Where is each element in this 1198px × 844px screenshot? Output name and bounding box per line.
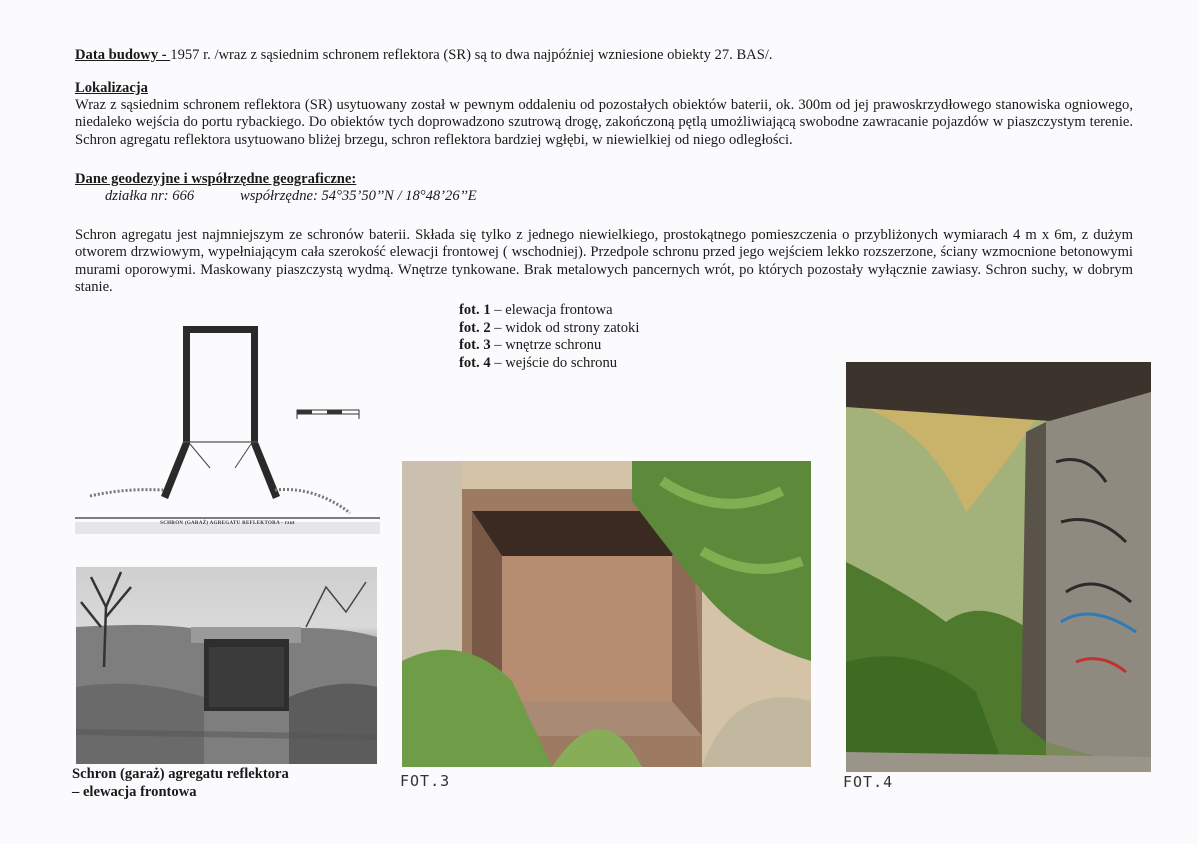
photo-front-elevation-svg <box>76 567 377 764</box>
photo-interior <box>402 461 811 767</box>
caption-bw-line1: Schron (garaż) agregatu reflektora <box>72 766 289 782</box>
plan-caption: SCHRON (GARAŻ) AGREGATU REFLEKTORA - rzut <box>160 521 295 526</box>
parcel-number: działka nr: 666 <box>105 188 195 204</box>
photo-list-item: fot. 1 – elewacja frontowa <box>459 302 613 318</box>
build-date-line <box>75 47 773 64</box>
photo-list-item: fot. 2 – widok od strony zatoki <box>459 319 640 336</box>
build-date-text: 1957 r. /wraz z sąsiednim schronem reflektora (SR) są to dwa najpóźniej wzniesione obiekty 27. BAS/. <box>170 47 773 63</box>
photo-list <box>459 302 639 372</box>
label-fot3: FOT.3 <box>400 772 451 790</box>
build-date-label: Data budowy - <box>75 47 171 63</box>
photo-list-item: fot. 4 – wejście do schronu <box>459 354 618 371</box>
label-fot4: FOT.4 <box>843 773 894 791</box>
plan-drawing <box>75 318 380 534</box>
photo-interior-svg <box>402 461 811 767</box>
plan-drawing-svg <box>75 318 380 534</box>
photo-front-elevation <box>76 567 377 764</box>
photo-entrance <box>846 362 1151 772</box>
location-text: Wraz z sąsiednim schronem reflektora (SR) usytuowany został w pewnym oddaleniu od pozostałych obiektów baterii, ok. 300m od jej prawoskrzydłowego stanowiska ogniowego, niedaleko wejścia do portu rybackiego. Do obiektów tych doprowadzono szutrową drogę, zakończoną pętlą umożliwiającą swobodne zawracanie pojazdów w piaszczystym terenie. Schron agregatu reflektora usytuowano bliżej brzegu, schron reflektora bardziej wgłębi, w niewielkiej od niego odległości. <box>75 97 1133 148</box>
geodesy-heading: Dane geodezyjne i współrzędne geograficzne: <box>75 171 357 187</box>
photo-entrance-svg <box>846 362 1151 772</box>
coordinates: współrzędne: 54°35’50’’N / 18°48’26’’E <box>240 188 477 204</box>
description-text: Schron agregatu jest najmniejszym ze schronów baterii. Składa się tylko z jednego niewielkiego, prostokątnego pomieszczenia o przybliżonych wymiarach 4 m x 6m, z dużym otworem drzwiowym, wypełniającym cała szerokość elewacji frontowej ( wschodniej). Przedpole schronu przed jego wejściem lekko rozszerzone, ściany wzmocnione betonowymi murami oporowymi. Maskowany piaszczystą wydmą. Wnętrze tynkowane. Brak metalowych pancernych wrót, po których pozostały wyłącznie zawiasy. Schron suchy, w dobrym stanie. <box>75 227 1133 296</box>
caption-bw-line2: – elewacja frontowa <box>72 784 197 800</box>
location-heading: Lokalizacja <box>75 80 148 96</box>
photo-list-item: fot. 3 – wnętrze schronu <box>459 337 602 354</box>
